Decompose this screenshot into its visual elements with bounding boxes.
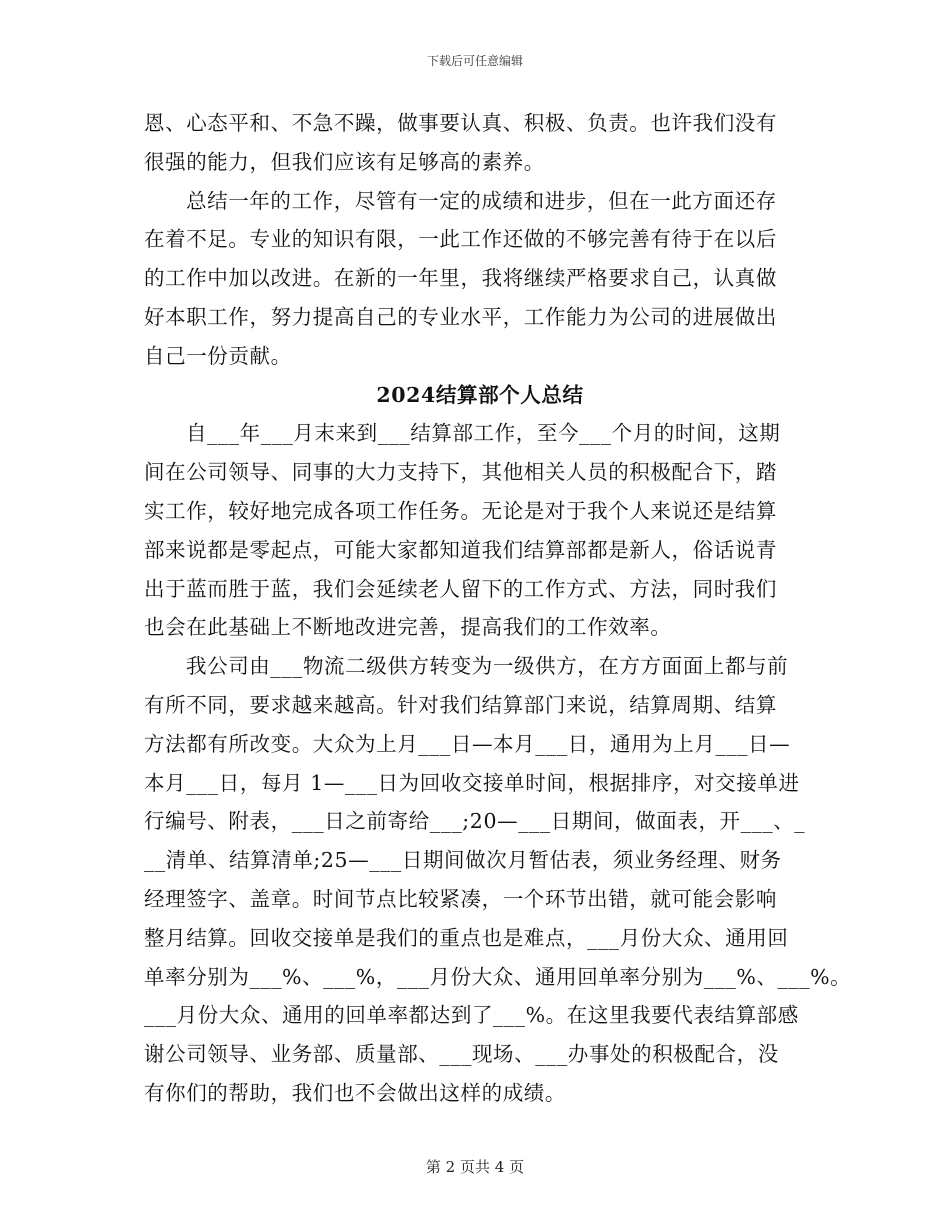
text-line-2: 很强的能力，但我们应该有足够高的素养。 — [144, 149, 545, 174]
text-line-24: ___月份大众、通用的回单率都达到了___%。在这里我要代表结算部感 — [144, 1003, 799, 1028]
text-line-1: 恩、心态平和、不急不躁，做事要认真、积极、负责。也许我们没有 — [144, 111, 777, 135]
text-line-16: 有所不同，要求越来越高。针对我们结算部门来说，结算周期、结算 — [144, 692, 777, 717]
text-line-19: 行编号、附表，___日之前寄给___;20—___日期间，做面表，开___、_ — [144, 809, 806, 834]
text-line-23: 单率分别为___%、___%，___月份大众、通用回单率分别为___%、___%。 — [144, 964, 852, 989]
page-footer: 第 2 页共 4 页 — [425, 1158, 525, 1176]
text-line-7: 自己一份贡献。 — [144, 343, 292, 368]
section-heading: 2024结算部个人总结 — [376, 382, 584, 407]
text-line-3: 总结一年的工作，尽管有一定的成绩和进步，但在一此方面还存 — [186, 188, 777, 213]
text-line-6: 好本职工作，努力提高自己的专业水平，工作能力为公司的进展做出 — [144, 304, 777, 329]
text-line-22: 整月结算。回收交接单是我们的重点也是难点，___月份大众、通用回 — [144, 925, 789, 950]
text-line-9: 自___年___月末来到___结算部工作，至今___个月的时间，这期 — [186, 421, 781, 446]
text-line-14: 也会在此基础上不断地改进完善，提高我们的工作效率。 — [144, 615, 672, 640]
document-body — [144, 104, 852, 1113]
text-line-26: 有你们的帮助，我们也不会做出这样的成绩。 — [144, 1080, 566, 1105]
page-header: 下载后可任意编辑 — [426, 54, 523, 68]
text-line-15: 我公司由___物流二级供方转变为一级供方，在方方面面上都与前 — [186, 654, 789, 679]
text-line-20: __清单、结算清单;25—___日期间做次月暂估表，须业务经理、财务 — [144, 848, 782, 873]
text-line-13: 出于蓝而胜于蓝，我们会延续老人留下的工作方式、方法，同时我们 — [144, 576, 777, 601]
text-line-17: 方法都有所改变。大众为上月___日—本月___日，通用为上月___日— — [144, 731, 791, 756]
text-line-12: 部来说都是零起点，可能大家都知道我们结算部都是新人，俗话说青 — [144, 537, 777, 562]
text-line-21: 经理签字、盖章。时间节点比较紧凑，一个环节出错，就可能会影响 — [144, 886, 777, 911]
text-line-11: 实工作，较好地完成各项工作任务。无论是对于我个人来说还是结算 — [144, 498, 777, 523]
text-line-5: 的工作中加以改进。在新的一年里，我将继续严格要求自己，认真做 — [144, 266, 777, 291]
text-line-4: 在着不足。专业的知识有限，一此工作还做的不够完善有待于在以后 — [144, 227, 777, 252]
text-line-10: 间在公司领导、同事的大力支持下，其他相关人员的积极配合下，踏 — [144, 460, 777, 485]
text-line-18: 本月___日，每月 1—___日为回收交接单时间，根据排序，对交接单进 — [144, 770, 800, 795]
text-line-25: 谢公司领导、业务部、质量部、___现场、___办事处的积极配合，没 — [144, 1042, 779, 1067]
